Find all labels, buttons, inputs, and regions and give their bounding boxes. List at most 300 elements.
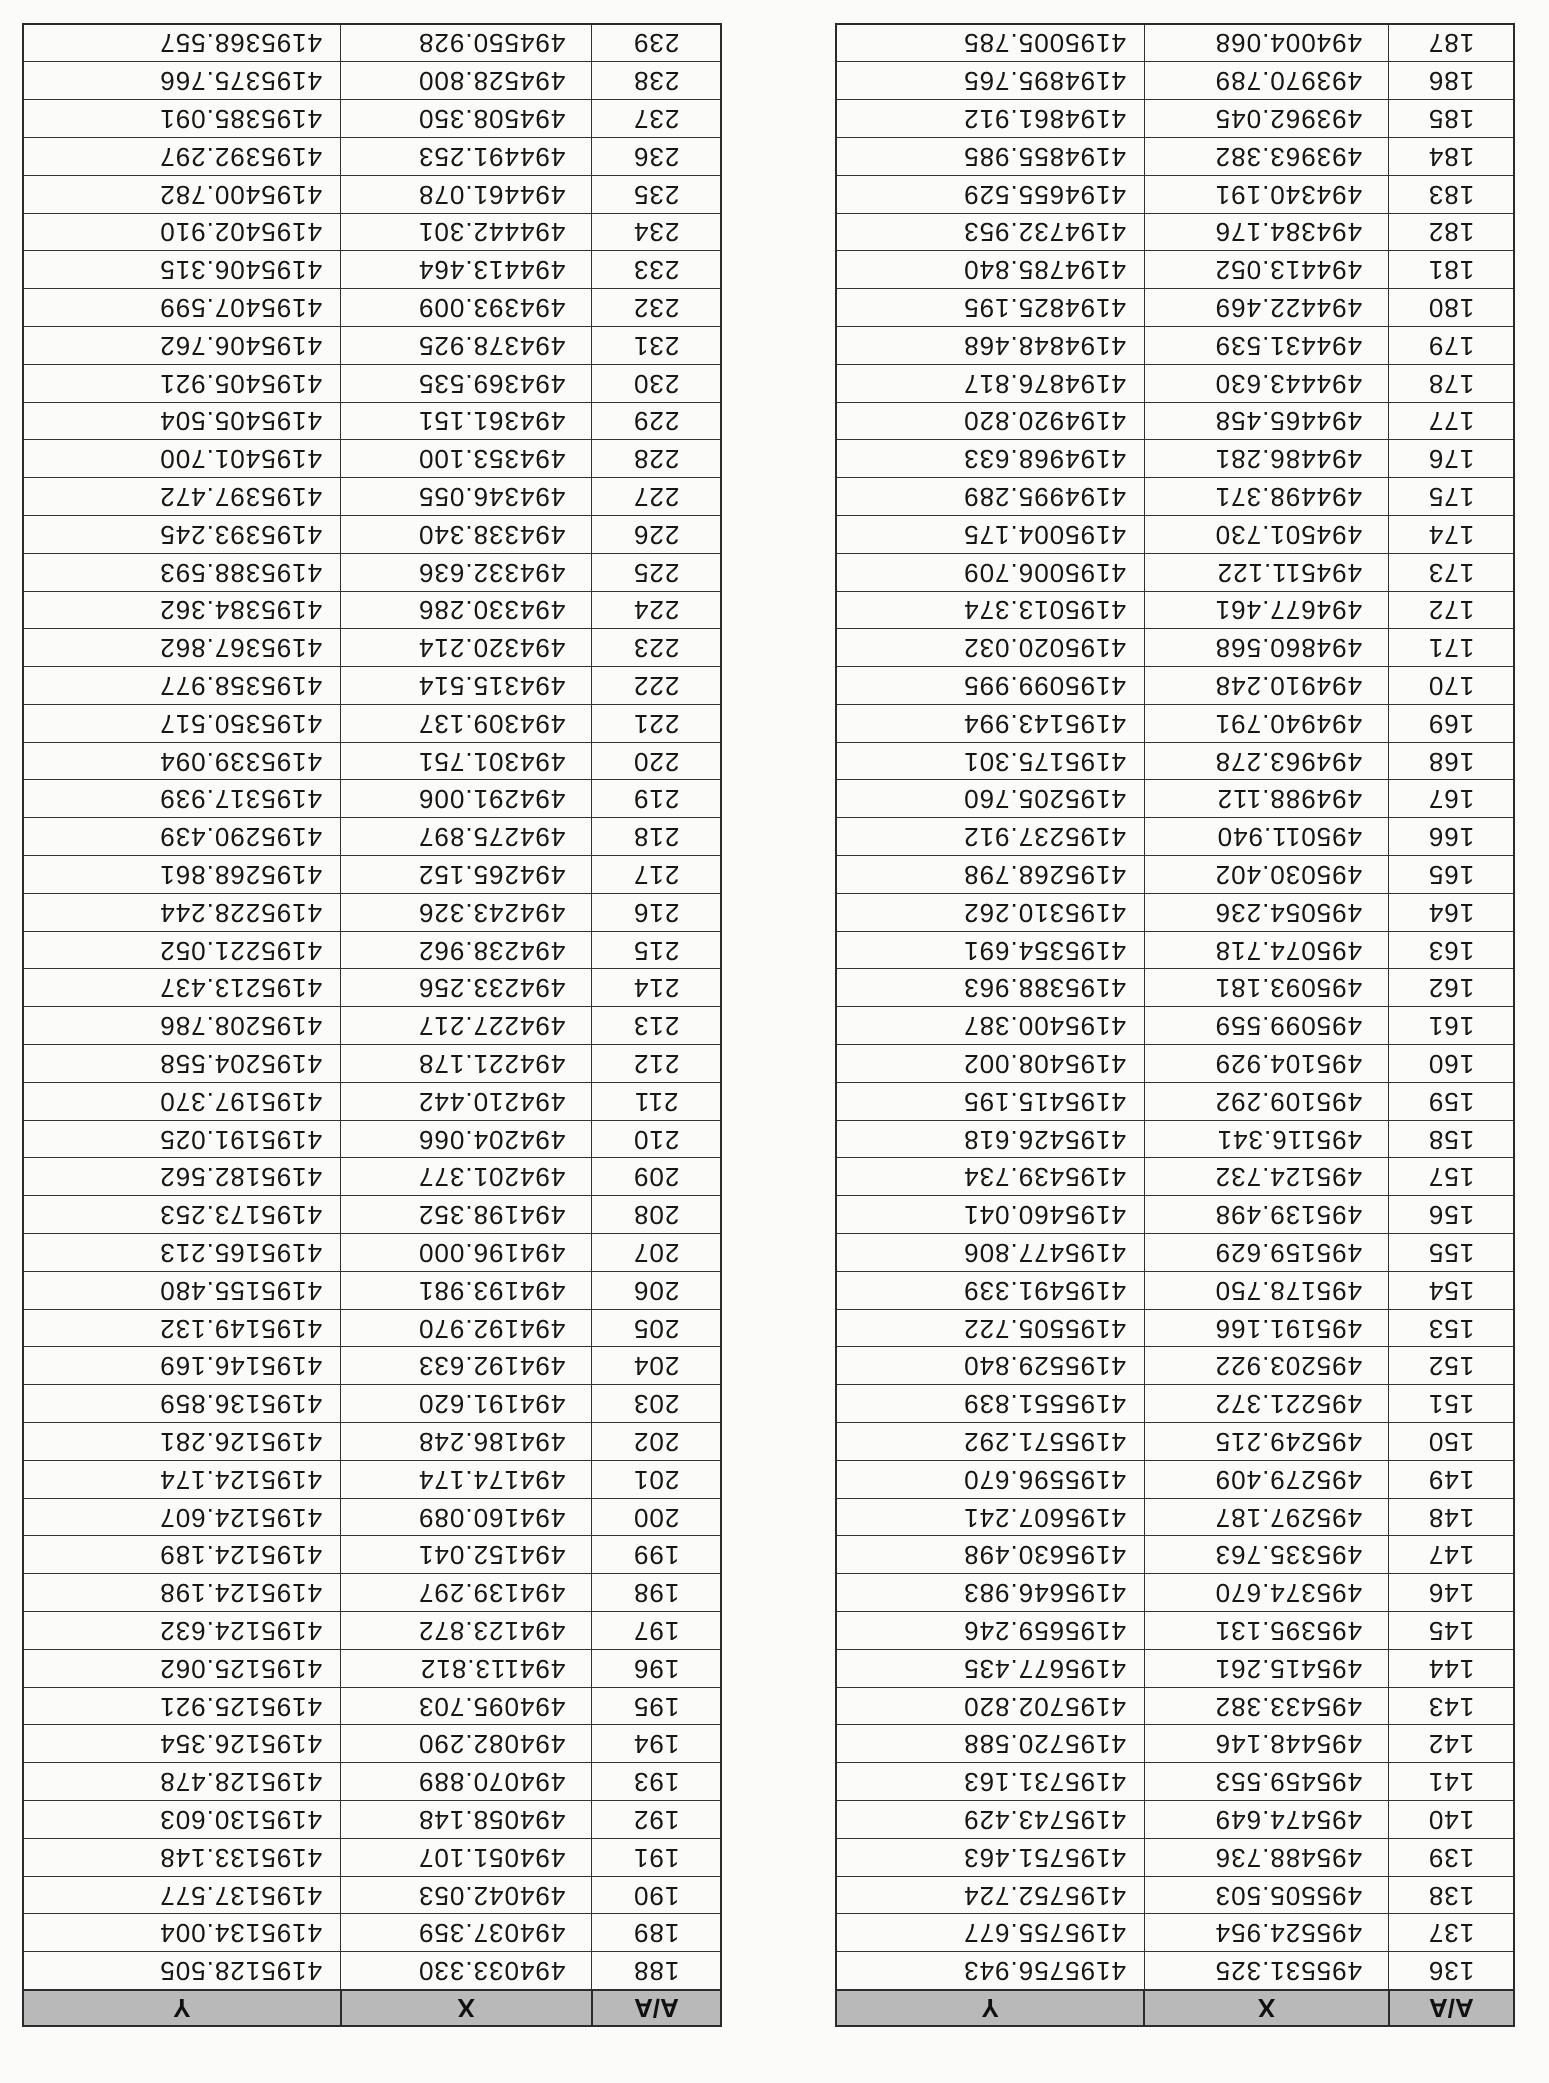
point-number: 177 xyxy=(1389,402,1514,440)
y-coordinate: 4195392.297 xyxy=(23,137,341,175)
table-row xyxy=(836,1612,1514,1650)
point-number: 234 xyxy=(592,213,721,251)
header-y: Υ xyxy=(23,1990,341,2026)
y-coordinate: 4195406.315 xyxy=(23,251,341,289)
x-coordinate: 495093.181 xyxy=(1145,969,1389,1007)
table-row xyxy=(23,1234,721,1272)
y-coordinate: 4195460.041 xyxy=(836,1196,1145,1234)
table-row xyxy=(23,1763,721,1801)
y-coordinate: 4194920.820 xyxy=(836,402,1145,440)
table-row xyxy=(836,1536,1514,1574)
y-coordinate: 4195197.370 xyxy=(23,1082,341,1120)
y-coordinate: 4195375.766 xyxy=(23,62,341,100)
point-number: 142 xyxy=(1389,1725,1514,1763)
table-row xyxy=(836,1952,1514,1990)
x-coordinate: 495054.236 xyxy=(1145,893,1389,931)
point-number: 196 xyxy=(592,1649,721,1687)
table-row xyxy=(23,1498,721,1536)
y-coordinate: 4194876.817 xyxy=(836,364,1145,402)
table-row xyxy=(23,440,721,478)
x-coordinate: 494550.928 xyxy=(341,24,592,62)
point-number: 138 xyxy=(1389,1876,1514,1914)
table-header-row xyxy=(836,1990,1514,2026)
point-number: 207 xyxy=(592,1234,721,1272)
point-number: 189 xyxy=(592,1914,721,1952)
x-coordinate: 493970.789 xyxy=(1145,62,1389,100)
point-number: 160 xyxy=(1389,1045,1514,1083)
table-row xyxy=(23,1649,721,1687)
x-coordinate: 494413.052 xyxy=(1145,251,1389,289)
x-coordinate: 494227.217 xyxy=(341,1007,592,1045)
point-number: 151 xyxy=(1389,1385,1514,1423)
y-coordinate: 4195175.301 xyxy=(836,742,1145,780)
x-coordinate: 494113.812 xyxy=(341,1649,592,1687)
table-row xyxy=(836,553,1514,591)
y-coordinate: 4195146.169 xyxy=(23,1347,341,1385)
point-number: 150 xyxy=(1389,1423,1514,1461)
y-coordinate: 4195402.910 xyxy=(23,213,341,251)
table-row xyxy=(836,1460,1514,1498)
point-number: 211 xyxy=(592,1082,721,1120)
y-coordinate: 4195310.262 xyxy=(836,893,1145,931)
point-number: 202 xyxy=(592,1423,721,1461)
table-row xyxy=(836,1347,1514,1385)
table-row xyxy=(23,1801,721,1839)
table-row xyxy=(23,1460,721,1498)
x-coordinate: 494291.006 xyxy=(341,780,592,818)
y-coordinate: 4195405.504 xyxy=(23,402,341,440)
x-coordinate: 493963.382 xyxy=(1145,137,1389,175)
point-number: 164 xyxy=(1389,893,1514,931)
point-number: 200 xyxy=(592,1498,721,1536)
point-number: 180 xyxy=(1389,289,1514,327)
point-number: 185 xyxy=(1389,100,1514,138)
y-coordinate: 4195133.148 xyxy=(23,1838,341,1876)
y-coordinate: 4195290.439 xyxy=(23,818,341,856)
table-row xyxy=(836,478,1514,516)
x-coordinate: 495159.629 xyxy=(1145,1234,1389,1272)
point-number: 203 xyxy=(592,1385,721,1423)
point-number: 178 xyxy=(1389,364,1514,402)
y-coordinate: 4195204.558 xyxy=(23,1045,341,1083)
y-coordinate: 4195182.562 xyxy=(23,1158,341,1196)
point-number: 144 xyxy=(1389,1649,1514,1687)
table-row xyxy=(23,629,721,667)
x-coordinate: 494422.469 xyxy=(1145,289,1389,327)
table-row xyxy=(836,1838,1514,1876)
y-coordinate: 4195358.977 xyxy=(23,667,341,705)
table-header-row xyxy=(23,1990,721,2026)
point-number: 215 xyxy=(592,931,721,969)
x-coordinate: 494491.253 xyxy=(341,137,592,175)
table-row xyxy=(836,175,1514,213)
point-number: 239 xyxy=(592,24,721,62)
table-row xyxy=(23,1007,721,1045)
table-row xyxy=(23,1120,721,1158)
y-coordinate: 4195228.244 xyxy=(23,893,341,931)
x-coordinate: 494677.461 xyxy=(1145,591,1389,629)
table-row xyxy=(23,780,721,818)
table-row xyxy=(836,1309,1514,1347)
x-coordinate: 494275.897 xyxy=(341,818,592,856)
x-coordinate: 495524.954 xyxy=(1145,1914,1389,1952)
point-number: 237 xyxy=(592,100,721,138)
table-row xyxy=(23,213,721,251)
y-coordinate: 4195646.983 xyxy=(836,1574,1145,1612)
point-number: 163 xyxy=(1389,931,1514,969)
y-coordinate: 4195400.782 xyxy=(23,175,341,213)
point-number: 204 xyxy=(592,1347,721,1385)
y-coordinate: 4195388.593 xyxy=(23,553,341,591)
y-coordinate: 4194855.985 xyxy=(836,137,1145,175)
table-row xyxy=(836,1649,1514,1687)
point-number: 229 xyxy=(592,402,721,440)
table-row xyxy=(23,515,721,553)
x-coordinate: 494353.100 xyxy=(341,440,592,478)
point-number: 146 xyxy=(1389,1574,1514,1612)
point-number: 172 xyxy=(1389,591,1514,629)
point-number: 162 xyxy=(1389,969,1514,1007)
y-coordinate: 4195128.505 xyxy=(23,1952,341,1990)
table-row xyxy=(836,931,1514,969)
y-coordinate: 4195125.062 xyxy=(23,1649,341,1687)
table-row xyxy=(836,1725,1514,1763)
y-coordinate: 4195221.052 xyxy=(23,931,341,969)
point-number: 209 xyxy=(592,1158,721,1196)
table-row xyxy=(23,591,721,629)
point-number: 224 xyxy=(592,591,721,629)
point-number: 187 xyxy=(1389,24,1514,62)
x-coordinate: 494501.730 xyxy=(1145,515,1389,553)
x-coordinate: 494301.751 xyxy=(341,742,592,780)
x-coordinate: 495178.750 xyxy=(1145,1271,1389,1309)
x-coordinate: 494192.970 xyxy=(341,1309,592,1347)
table-row xyxy=(836,1234,1514,1272)
x-coordinate: 494378.925 xyxy=(341,326,592,364)
point-number: 166 xyxy=(1389,818,1514,856)
x-coordinate: 495279.409 xyxy=(1145,1460,1389,1498)
point-number: 212 xyxy=(592,1045,721,1083)
point-number: 170 xyxy=(1389,667,1514,705)
y-coordinate: 4195005.785 xyxy=(836,24,1145,62)
x-coordinate: 494186.248 xyxy=(341,1423,592,1461)
point-number: 167 xyxy=(1389,780,1514,818)
y-coordinate: 4195720.588 xyxy=(836,1725,1145,1763)
y-coordinate: 4195751.463 xyxy=(836,1838,1145,1876)
y-coordinate: 4195126.354 xyxy=(23,1725,341,1763)
point-number: 156 xyxy=(1389,1196,1514,1234)
point-number: 206 xyxy=(592,1271,721,1309)
y-coordinate: 4195385.091 xyxy=(23,100,341,138)
table-row xyxy=(23,175,721,213)
point-number: 210 xyxy=(592,1120,721,1158)
point-number: 179 xyxy=(1389,326,1514,364)
y-coordinate: 4195124.174 xyxy=(23,1460,341,1498)
y-coordinate: 4195731.163 xyxy=(836,1763,1145,1801)
y-coordinate: 4194848.468 xyxy=(836,326,1145,364)
table-row xyxy=(836,1574,1514,1612)
x-coordinate: 494443.630 xyxy=(1145,364,1389,402)
table-row xyxy=(23,326,721,364)
point-number: 219 xyxy=(592,780,721,818)
x-coordinate: 495074.718 xyxy=(1145,931,1389,969)
x-coordinate: 494338.340 xyxy=(341,515,592,553)
y-coordinate: 4195137.577 xyxy=(23,1876,341,1914)
y-coordinate: 4195596.670 xyxy=(836,1460,1145,1498)
x-coordinate: 495488.736 xyxy=(1145,1838,1389,1876)
y-coordinate: 4195124.607 xyxy=(23,1498,341,1536)
table-row xyxy=(836,1045,1514,1083)
x-coordinate: 494139.297 xyxy=(341,1574,592,1612)
x-coordinate: 494940.791 xyxy=(1145,704,1389,742)
x-coordinate: 494204.066 xyxy=(341,1120,592,1158)
y-coordinate: 4194968.633 xyxy=(836,440,1145,478)
x-coordinate: 494210.442 xyxy=(341,1082,592,1120)
y-coordinate: 4195191.025 xyxy=(23,1120,341,1158)
point-number: 190 xyxy=(592,1876,721,1914)
x-coordinate: 495448.146 xyxy=(1145,1725,1389,1763)
y-coordinate: 4195099.995 xyxy=(836,667,1145,705)
point-number: 147 xyxy=(1389,1536,1514,1574)
x-coordinate: 495139.498 xyxy=(1145,1196,1389,1234)
y-coordinate: 4195384.362 xyxy=(23,591,341,629)
table-row xyxy=(23,704,721,742)
y-coordinate: 4194995.289 xyxy=(836,478,1145,516)
x-coordinate: 494004.068 xyxy=(1145,24,1389,62)
point-number: 213 xyxy=(592,1007,721,1045)
table-row xyxy=(23,62,721,100)
x-coordinate: 494070.889 xyxy=(341,1763,592,1801)
x-coordinate: 495531.325 xyxy=(1145,1952,1389,1990)
x-coordinate: 494196.000 xyxy=(341,1234,592,1272)
point-number: 184 xyxy=(1389,137,1514,175)
y-coordinate: 4195630.498 xyxy=(836,1536,1145,1574)
x-coordinate: 494498.371 xyxy=(1145,478,1389,516)
point-number: 149 xyxy=(1389,1460,1514,1498)
point-number: 195 xyxy=(592,1687,721,1725)
table-row xyxy=(836,515,1514,553)
header-aa: Α/Α xyxy=(592,1990,721,2026)
point-number: 191 xyxy=(592,1838,721,1876)
table-row xyxy=(23,251,721,289)
table-row xyxy=(836,364,1514,402)
y-coordinate: 4195134.004 xyxy=(23,1914,341,1952)
y-coordinate: 4195268.798 xyxy=(836,856,1145,894)
y-coordinate: 4195415.195 xyxy=(836,1082,1145,1120)
y-coordinate: 4195756.943 xyxy=(836,1952,1145,1990)
y-coordinate: 4195208.786 xyxy=(23,1007,341,1045)
y-coordinate: 4195013.374 xyxy=(836,591,1145,629)
table-row xyxy=(23,856,721,894)
y-coordinate: 4195317.939 xyxy=(23,780,341,818)
point-number: 216 xyxy=(592,893,721,931)
point-number: 143 xyxy=(1389,1687,1514,1725)
table-row xyxy=(836,289,1514,327)
table-row xyxy=(836,1687,1514,1725)
x-coordinate: 495505.503 xyxy=(1145,1876,1389,1914)
y-coordinate: 4195213.437 xyxy=(23,969,341,1007)
y-coordinate: 4194732.953 xyxy=(836,213,1145,251)
point-number: 174 xyxy=(1389,515,1514,553)
y-coordinate: 4195659.246 xyxy=(836,1612,1145,1650)
y-coordinate: 4195125.921 xyxy=(23,1687,341,1725)
table-row xyxy=(836,856,1514,894)
table-row xyxy=(836,1007,1514,1045)
table-body-right xyxy=(23,24,721,1990)
x-coordinate: 495191.166 xyxy=(1145,1309,1389,1347)
y-coordinate: 4194895.765 xyxy=(836,62,1145,100)
point-number: 226 xyxy=(592,515,721,553)
y-coordinate: 4195128.478 xyxy=(23,1763,341,1801)
y-coordinate: 4194785.840 xyxy=(836,251,1145,289)
table-row xyxy=(23,100,721,138)
table-row xyxy=(23,1385,721,1423)
table-row xyxy=(836,1196,1514,1234)
point-number: 228 xyxy=(592,440,721,478)
table-row xyxy=(836,251,1514,289)
table-row xyxy=(23,24,721,62)
x-coordinate: 494465.458 xyxy=(1145,402,1389,440)
x-coordinate: 494042.053 xyxy=(341,1876,592,1914)
y-coordinate: 4195354.691 xyxy=(836,931,1145,969)
point-number: 161 xyxy=(1389,1007,1514,1045)
point-number: 173 xyxy=(1389,553,1514,591)
point-number: 154 xyxy=(1389,1271,1514,1309)
x-coordinate: 494431.539 xyxy=(1145,326,1389,364)
point-number: 217 xyxy=(592,856,721,894)
point-number: 158 xyxy=(1389,1120,1514,1158)
table-row xyxy=(23,1536,721,1574)
x-coordinate: 494198.352 xyxy=(341,1196,592,1234)
point-number: 181 xyxy=(1389,251,1514,289)
point-number: 192 xyxy=(592,1801,721,1839)
table-row xyxy=(836,1082,1514,1120)
point-number: 188 xyxy=(592,1952,721,1990)
x-coordinate: 494192.633 xyxy=(341,1347,592,1385)
table-row xyxy=(23,667,721,705)
coordinates-table-right xyxy=(22,23,722,2027)
point-number: 238 xyxy=(592,62,721,100)
point-number: 231 xyxy=(592,326,721,364)
table-row xyxy=(23,1423,721,1461)
table-row xyxy=(836,704,1514,742)
table-row xyxy=(836,742,1514,780)
table-row xyxy=(23,364,721,402)
y-coordinate: 4195401.700 xyxy=(23,440,341,478)
point-number: 145 xyxy=(1389,1612,1514,1650)
header-x: X xyxy=(341,1990,592,2026)
coordinates-table-left xyxy=(835,23,1515,2027)
y-coordinate: 4194825.195 xyxy=(836,289,1145,327)
x-coordinate: 494910.248 xyxy=(1145,667,1389,705)
table-row xyxy=(23,893,721,931)
x-coordinate: 494528.800 xyxy=(341,62,592,100)
point-number: 186 xyxy=(1389,62,1514,100)
y-coordinate: 4195491.339 xyxy=(836,1271,1145,1309)
y-coordinate: 4195165.213 xyxy=(23,1234,341,1272)
x-coordinate: 495297.187 xyxy=(1145,1498,1389,1536)
x-coordinate: 495221.372 xyxy=(1145,1385,1389,1423)
table-row xyxy=(836,1271,1514,1309)
table-row xyxy=(836,24,1514,62)
y-coordinate: 4195408.002 xyxy=(836,1045,1145,1083)
x-coordinate: 494988.112 xyxy=(1145,780,1389,818)
y-coordinate: 4195350.517 xyxy=(23,704,341,742)
table-row xyxy=(23,931,721,969)
x-coordinate: 494233.256 xyxy=(341,969,592,1007)
x-coordinate: 494238.962 xyxy=(341,931,592,969)
y-coordinate: 4195426.618 xyxy=(836,1120,1145,1158)
table-row xyxy=(836,1498,1514,1536)
point-number: 235 xyxy=(592,175,721,213)
table-row xyxy=(836,100,1514,138)
y-coordinate: 4195677.435 xyxy=(836,1649,1145,1687)
y-coordinate: 4195367.862 xyxy=(23,629,341,667)
x-coordinate: 494174.174 xyxy=(341,1460,592,1498)
y-coordinate: 4195702.820 xyxy=(836,1687,1145,1725)
point-number: 169 xyxy=(1389,704,1514,742)
point-number: 165 xyxy=(1389,856,1514,894)
x-coordinate: 495104.929 xyxy=(1145,1045,1389,1083)
point-number: 159 xyxy=(1389,1082,1514,1120)
point-number: 175 xyxy=(1389,478,1514,516)
table-row xyxy=(23,289,721,327)
y-coordinate: 4195268.861 xyxy=(23,856,341,894)
x-coordinate: 494082.290 xyxy=(341,1725,592,1763)
table-row xyxy=(23,1309,721,1347)
table-row xyxy=(23,478,721,516)
point-number: 199 xyxy=(592,1536,721,1574)
point-number: 194 xyxy=(592,1725,721,1763)
x-coordinate: 494033.330 xyxy=(341,1952,592,1990)
point-number: 141 xyxy=(1389,1763,1514,1801)
point-number: 193 xyxy=(592,1763,721,1801)
y-coordinate: 4195149.132 xyxy=(23,1309,341,1347)
point-number: 157 xyxy=(1389,1158,1514,1196)
x-coordinate: 494384.176 xyxy=(1145,213,1389,251)
point-number: 155 xyxy=(1389,1234,1514,1272)
table-row xyxy=(836,402,1514,440)
x-coordinate: 494095.703 xyxy=(341,1687,592,1725)
y-coordinate: 4195237.912 xyxy=(836,818,1145,856)
table-row xyxy=(23,1687,721,1725)
table-row xyxy=(836,1120,1514,1158)
y-coordinate: 4195393.245 xyxy=(23,515,341,553)
table-row xyxy=(23,1158,721,1196)
table-row xyxy=(23,1838,721,1876)
point-number: 139 xyxy=(1389,1838,1514,1876)
x-coordinate: 495124.732 xyxy=(1145,1158,1389,1196)
point-number: 152 xyxy=(1389,1347,1514,1385)
y-coordinate: 4195405.921 xyxy=(23,364,341,402)
y-coordinate: 4194655.529 xyxy=(836,175,1145,213)
table-row xyxy=(23,1196,721,1234)
x-coordinate: 495415.261 xyxy=(1145,1649,1389,1687)
y-coordinate: 4195136.859 xyxy=(23,1385,341,1423)
table-row xyxy=(836,969,1514,1007)
x-coordinate: 495374.670 xyxy=(1145,1574,1389,1612)
table-row xyxy=(836,818,1514,856)
table-row xyxy=(836,62,1514,100)
x-coordinate: 494361.151 xyxy=(341,402,592,440)
point-number: 176 xyxy=(1389,440,1514,478)
table-row xyxy=(23,742,721,780)
x-coordinate: 494221.178 xyxy=(341,1045,592,1083)
x-coordinate: 494243.326 xyxy=(341,893,592,931)
table-row xyxy=(23,1952,721,1990)
x-coordinate: 494315.514 xyxy=(341,667,592,705)
y-coordinate: 4195339.094 xyxy=(23,742,341,780)
